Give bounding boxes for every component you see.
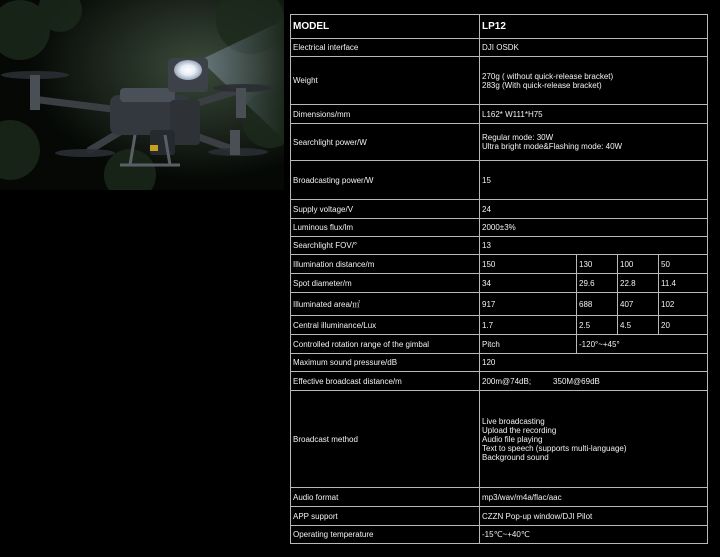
spec-value-line: Live broadcasting — [482, 416, 545, 426]
spec-value-line: Ultra bright mode&Flashing mode: 40W — [482, 142, 623, 151]
table-row — [291, 372, 708, 391]
spec-value-part: 350M@69dB — [553, 376, 600, 386]
spec-value: 11.4 — [659, 274, 708, 293]
spec-label: Broadcast method — [291, 391, 480, 488]
table-row — [291, 255, 708, 274]
spec-label: Illumination distance/m — [291, 255, 480, 274]
spec-value-line: 283g (With quick-release bracket) — [482, 80, 602, 90]
table-row — [291, 507, 708, 526]
spec-value: 100 — [618, 255, 659, 274]
table-row — [291, 161, 708, 200]
table-row — [291, 526, 708, 544]
table-row — [291, 237, 708, 255]
spec-value: 130 — [577, 255, 618, 274]
spec-label: Maximum sound pressure/dB — [291, 354, 480, 372]
table-row — [291, 391, 708, 488]
table-row — [291, 274, 708, 293]
spec-label: Dimensions/mm — [291, 105, 480, 124]
spec-value-line: Audio file playing — [482, 434, 543, 444]
spec-value: 34 — [480, 274, 577, 293]
table-row — [291, 105, 708, 124]
spec-value: 4.5 — [618, 316, 659, 335]
table-row — [291, 15, 708, 39]
table-row — [291, 219, 708, 237]
spec-value-line: Text to speech (supports multi-language) — [482, 443, 627, 453]
spec-value: LP12 — [480, 15, 708, 39]
spec-label: Audio format — [291, 488, 480, 507]
spec-value: -120°~+45° — [577, 335, 708, 354]
spec-label: Broadcasting power/W — [291, 161, 480, 200]
spec-label: Luminous flux/lm — [291, 219, 480, 237]
spec-value: 2.5 — [577, 316, 618, 335]
spec-value: L162* W111*H75 — [480, 105, 708, 124]
table-row — [291, 200, 708, 219]
spec-value: 407 — [618, 293, 659, 316]
spec-value-part: 200m@74dB; — [482, 376, 532, 386]
table-row — [291, 354, 708, 372]
table-row — [291, 293, 708, 316]
spec-label: Searchlight FOV/° — [291, 237, 480, 255]
spec-value-line: Background sound — [482, 452, 549, 462]
spec-value: Pitch — [480, 335, 577, 354]
spec-value — [480, 57, 708, 105]
spec-value: 120 — [480, 354, 708, 372]
spec-label: Searchlight power/W — [291, 124, 480, 161]
table-row — [291, 57, 708, 105]
spec-value — [480, 391, 708, 488]
spec-value: CZZN Pop-up window/DJI Pilot — [480, 507, 708, 526]
spec-label: Supply voltage/V — [291, 200, 480, 219]
spec-label: APP support — [291, 507, 480, 526]
spec-label: Operating temperature — [291, 526, 480, 544]
spec-value: 50 — [659, 255, 708, 274]
spec-value: 15 — [480, 161, 708, 200]
spec-value-line: Upload the recording — [482, 425, 557, 435]
spec-value: 13 — [480, 237, 708, 255]
spec-value: 22.8 — [618, 274, 659, 293]
spec-value: 102 — [659, 293, 708, 316]
spec-value-line: Regular mode: 30W — [482, 133, 554, 142]
spec-value: 1.7 — [480, 316, 577, 335]
table-row — [291, 335, 708, 354]
table-row — [291, 488, 708, 507]
spec-table — [290, 14, 708, 544]
spec-value: mp3/wav/m4a/flac/aac — [480, 488, 708, 507]
spec-label: Electrical interface — [291, 39, 480, 57]
table-row — [291, 39, 708, 57]
spec-value: DJI OSDK — [480, 39, 708, 57]
drone-searchlight-image — [0, 0, 284, 190]
spec-value: 688 — [577, 293, 618, 316]
spec-value: 24 — [480, 200, 708, 219]
table-row — [291, 124, 708, 161]
product-photo — [0, 0, 284, 190]
spec-value — [480, 124, 708, 161]
spec-value: 20 — [659, 316, 708, 335]
spec-value — [480, 372, 708, 391]
spec-label: Effective broadcast distance/m — [291, 372, 480, 391]
spec-label: Controlled rotation range of the gimbal — [291, 335, 480, 354]
table-row — [291, 316, 708, 335]
spec-label: Central illuminance/Lux — [291, 316, 480, 335]
spec-value: 150 — [480, 255, 577, 274]
spec-label: Illuminated area/㎡ — [291, 293, 480, 316]
spec-label: Spot diameter/m — [291, 274, 480, 293]
spec-value: 917 — [480, 293, 577, 316]
spec-value: -15℃~+40℃ — [480, 526, 708, 544]
spec-value-line: 270g ( without quick-release bracket) — [482, 71, 614, 81]
spec-label: Weight — [291, 57, 480, 105]
spec-value: 2000±3% — [480, 219, 708, 237]
spec-label: MODEL — [291, 15, 480, 39]
spec-value: 29.6 — [577, 274, 618, 293]
